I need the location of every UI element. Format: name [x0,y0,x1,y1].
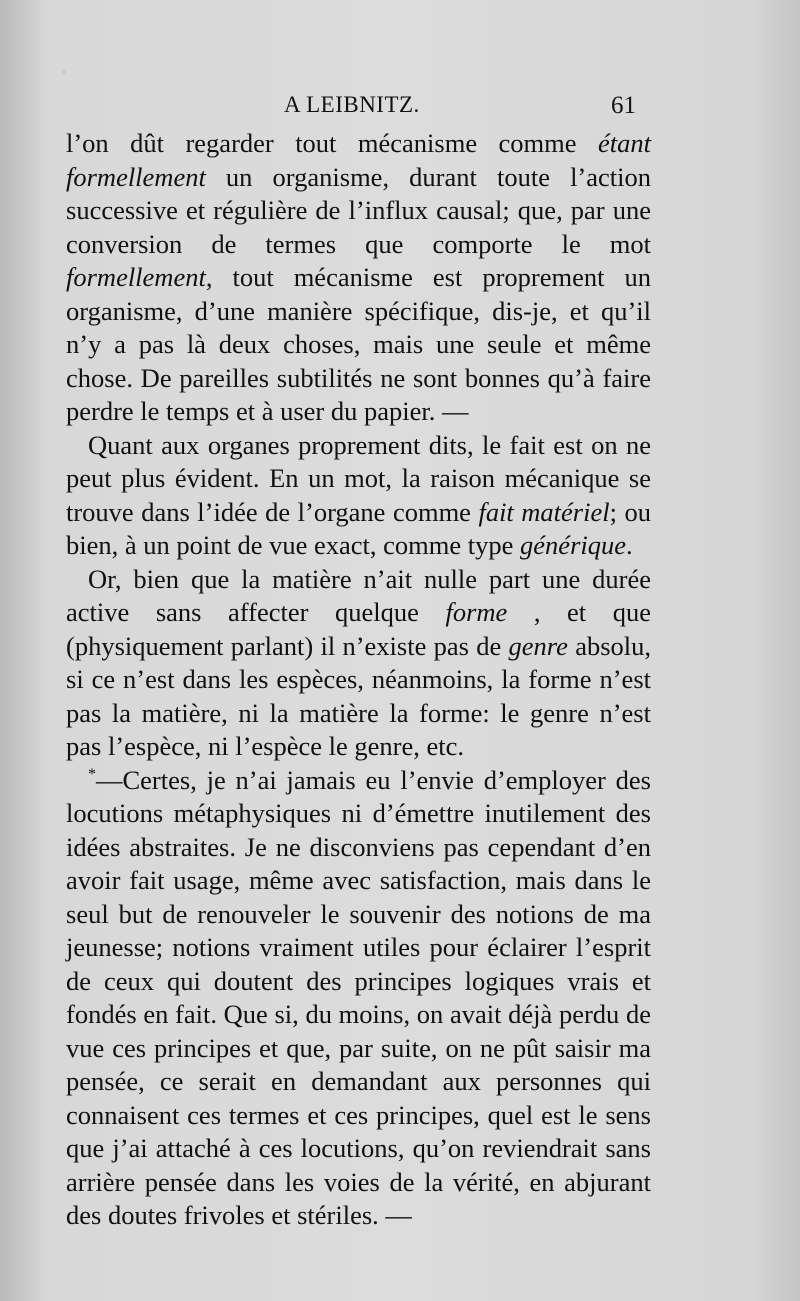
body-text [66,127,651,1233]
paragraph-3 [66,563,651,764]
italic-run: formellement [66,262,206,292]
page-header [66,88,636,124]
italic-run: genre [508,630,568,661]
text-run: , tout mécanisme est proprement un organisme, d’une manière spécifique, dis-je, et qu’il n’y a pas là deux choses, mais une seule et même chose. De pareilles subtilités ne sont bonnes qu’à faire perdre le temps et à user du papier. — [66,262,651,426]
italic-run: étant formellement [66,128,651,192]
text-run: . [626,530,633,560]
footnote-mark: * [88,765,96,783]
text-run: , et que (physiquement parlant) il n’existe pas de [66,597,651,661]
text-run: —Certes, je n’ai jamais eu l’envie d’employer des locutions métaphysiques ni d’émettre inutilement des idées abstraites. Je ne disconviens pas cependant d’en avoir fait usage, même avec satisfaction, mais dans le seul but de renouveler le souvenir des notions de ma jeunesse; notions vraiment utiles pour éclairer l’esprit de ceux qui doutent des principes logiques vrais et fondés en fait. Que si, du moins, on avait déjà perdu de vue ces principes et que, par suite, on ne pût saisir ma pensée, ce serait en demandant aux personnes qui connaisent ces termes et ces principes, quel est le sens que j’ai attaché à ces locutions, qu’on reviendrait sans arrière pensée dans les voies de la vérité, en abjurant des doutes frivoles et stériles. — [66,764,651,1230]
italic-run: générique [520,530,627,560]
show-through-text: · [60,60,68,86]
text-run: Quant aux organes proprement dits, le fait est on ne peut plus évident. En un mot, la raison mécanique se trouve dans l’idée de l’organe comme [66,429,651,527]
paragraph-4 [66,764,651,1233]
italic-run: forme [445,597,508,627]
text-run: Or, bien que la matière n’ait nulle part une durée active sans affecter quelque [66,563,651,627]
text-run: ; ou bien, à un point de vue exact, comme type [66,496,651,560]
paragraph-2 [66,429,651,563]
text-run: l’on dût regarder tout mécanisme comme [66,128,598,158]
text-run: absolu, si ce n’est dans les espèces, néanmoins, la forme n’est pas la matière, ni la matière la forme: le genre n’est pas l’espèce, ni l’espèce le genre, etc. [66,630,651,761]
text-run: un organisme, durant toute l’action successive et régulière de l’influx causal; que, par une conversion de termes que comporte le mot [66,161,651,259]
paragraph-1 [66,127,651,429]
italic-run: fait matériel [478,496,610,527]
page-number: 61 [611,92,636,119]
running-head: A LEIBNITZ. [284,92,420,117]
